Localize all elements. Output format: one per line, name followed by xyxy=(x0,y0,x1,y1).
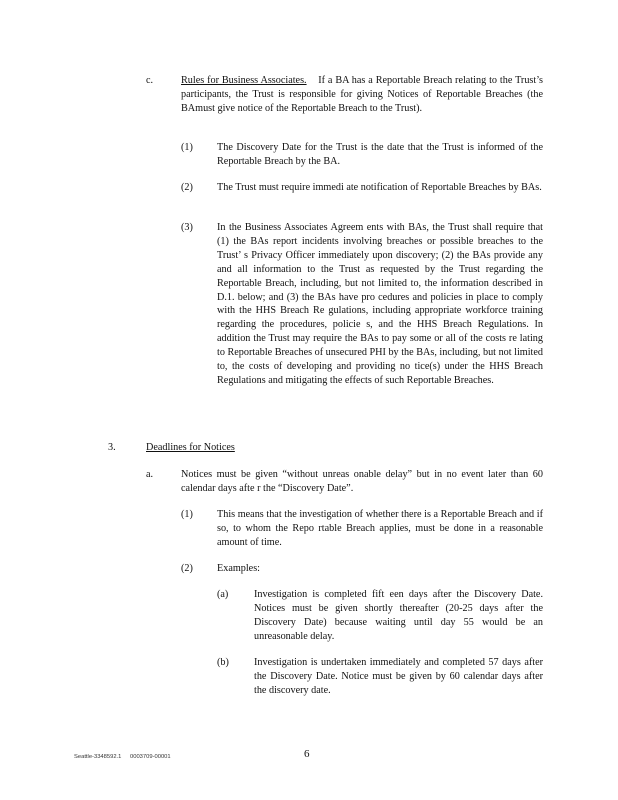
footer-matter-number: 0003709-00001 xyxy=(130,754,171,760)
section-3a-label: a. xyxy=(146,469,154,480)
c-item-3-label: (3) xyxy=(181,222,193,233)
c-item-2-label: (2) xyxy=(181,182,193,193)
c-item-1-label: (1) xyxy=(181,142,193,153)
a-item-2-label: (2) xyxy=(181,563,193,574)
section-c-paragraph xyxy=(181,74,543,116)
example-b-label: (b) xyxy=(217,657,229,668)
section-c-heading: Rules for Business Associates. xyxy=(181,75,307,86)
section-c-label: c. xyxy=(146,75,154,86)
example-a-text: Investigation is completed fift een days after the Discovery Date. Notices must be given shortly thereafter (20-25 days after the Discovery Date) because waiting until day 55 would be an unreasonable delay. xyxy=(254,589,543,642)
c-item-1-text: The Discovery Date for the Trust is the date that the Trust is informed of the Reportable Breach by the BA. xyxy=(217,142,543,167)
section-3-label: 3. xyxy=(108,442,116,453)
section-c-text: If a BA has a Reportable Breach relating to the Trust’s participants, the Trust is responsible for giving Notices of Reportable Breaches (the BAmust give notice of the Reportable Breach to the Trust). xyxy=(181,75,544,114)
page-number: 6 xyxy=(304,748,310,760)
example-a-label: (a) xyxy=(217,589,229,600)
a-item-2-text: Examples: xyxy=(217,563,261,574)
a-item-1-label: (1) xyxy=(181,509,193,520)
example-b-text: Investigation is undertaken immediately and completed 57 days after the Discovery Date. Notice must be given by 60 calendar days after the discovery date. xyxy=(254,657,543,696)
a-item-1-text: This means that the investigation of whether there is a Reportable Breach and if so, to whom the Repo rtable Breach applies, must be done in a reasonable amount of time. xyxy=(217,509,543,548)
footer-doc-id: Seattle-3348592.1 xyxy=(74,754,122,760)
section-3a-text: Notices must be given “without unreas onable delay” but in no event later than 60 calendar days afte r the “Discovery Date”. xyxy=(181,469,543,494)
c-item-3-text: In the Business Associates Agreem ents with BAs, the Trust shall require that (1) the BAs report incidents involving breaches or possible breaches to the Trust’ s Privacy Officer immediately upon discovery; (2) the BAs provide any and all information to the Trust as requested by the Trust regarding the Reportable Breach, including, but not limited to, the information described in D.1. below; and (3) the BAs have pro cedures and policies in place to comply with the HHS Breach Re gulations, including appropriate workforce training regarding the procedures, policie s, and the HHS Breach Regulations. In addition the Trust may require the BAs to pay some or all of the costs re lating to Reportable Breaches of unsecured PHI by the BAs, including, but not limited to, the costs of developing and providing no tice(s) under the HHS Breach Regulations and mitigating the effects of such Reportable Breaches. xyxy=(217,222,543,386)
section-3-heading: Deadlines for Notices xyxy=(146,442,235,453)
c-item-2-text: The Trust must require immedi ate notification of Reportable Breaches by BAs. xyxy=(217,182,542,193)
